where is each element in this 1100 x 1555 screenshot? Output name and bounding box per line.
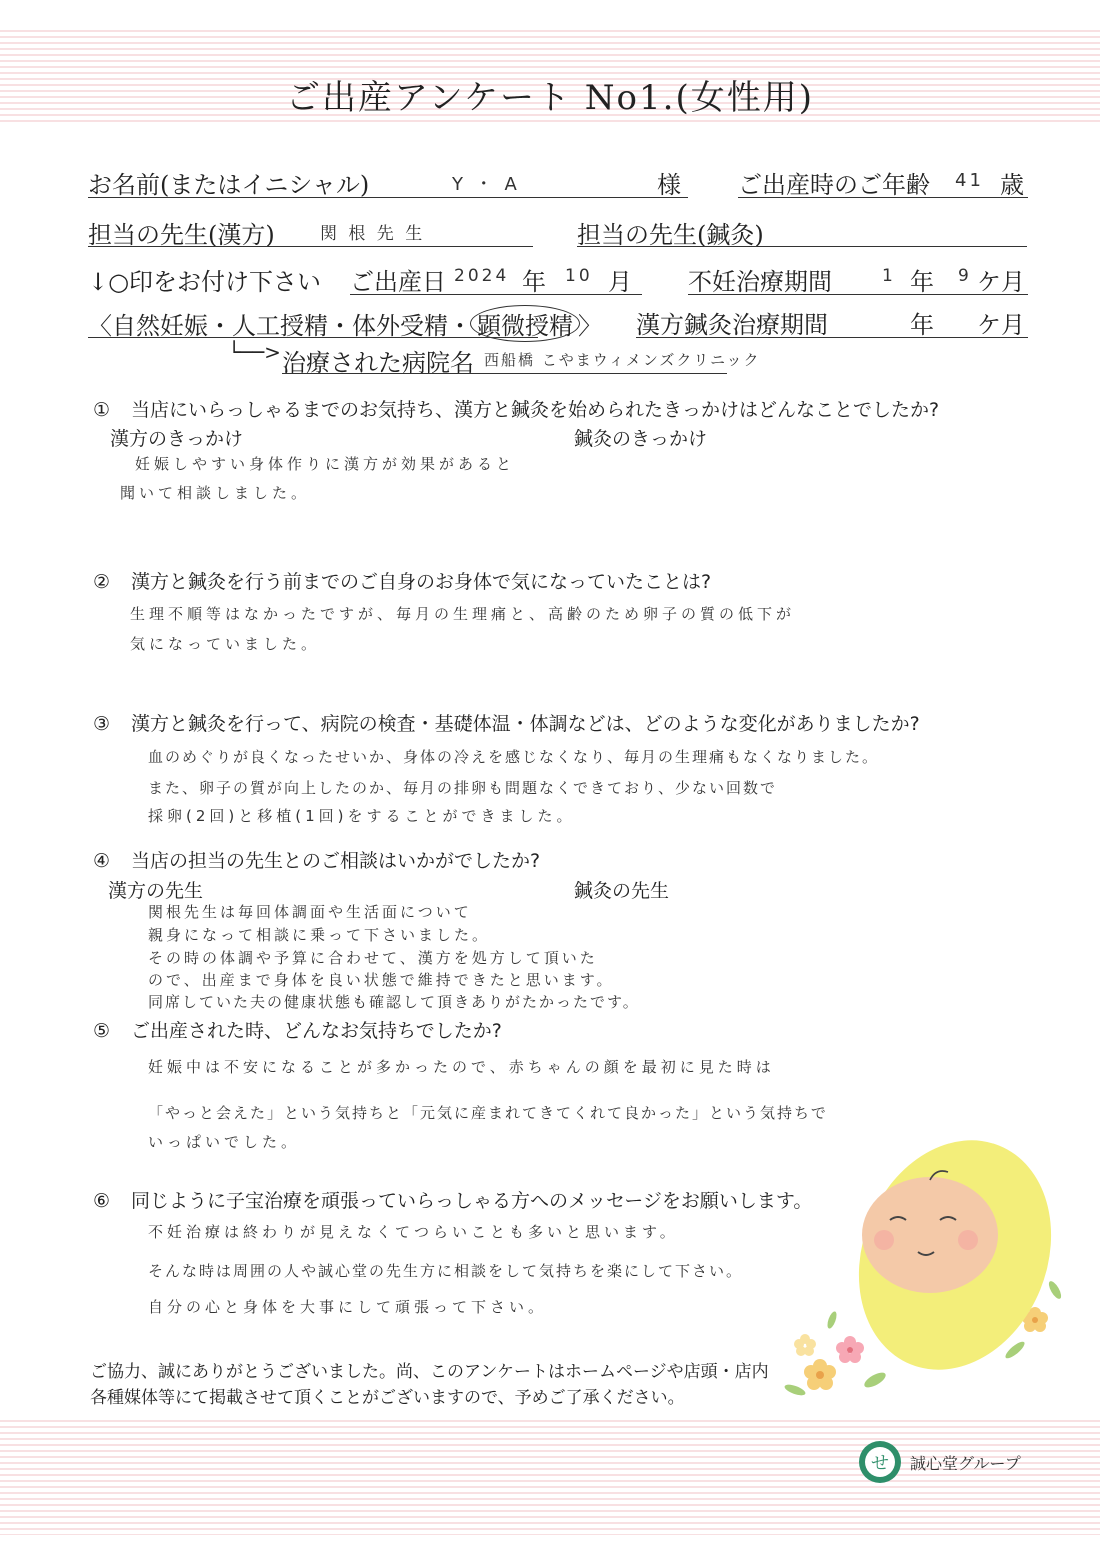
q2-answer-line-2: 気になっていました。 xyxy=(130,635,321,653)
kampo-year-unit: 年 xyxy=(910,311,934,339)
bracket-close: 〉 xyxy=(578,312,602,340)
infertility-underline xyxy=(688,294,1028,295)
question-6: ⑥ 同じように子宝治療を頑張っていらっしゃる方へのメッセージをお願いします。 xyxy=(93,1190,813,1212)
kampo-period-underline xyxy=(636,337,1028,338)
method-sep-1: ・ xyxy=(208,312,232,340)
footer-line-1: ご協力、誠にありがとうございました。尚、このアンケートはホームページや店頭・店内 xyxy=(90,1362,769,1382)
logo-text: 誠心堂グループ xyxy=(910,1453,1021,1473)
q4-answer-line-5: 同席していた夫の健康状態も確認して頂きありがたかったです。 xyxy=(148,993,640,1011)
question-4: ④ 当店の担当の先生とのご相談はいかがでしたか? xyxy=(93,850,541,872)
method-sep-3: ・ xyxy=(448,312,472,340)
birth-date-label: ご出産日 xyxy=(350,268,446,296)
q4-answer-line-4: ので、出産まで身体を良い状態で維持できたと思います。 xyxy=(148,971,615,989)
q4-answer-line-3: その時の体調や予算に合わせて、漢方を処方して頂いた xyxy=(148,949,598,967)
infertility-months-value[interactable]: 9 xyxy=(958,266,972,286)
infertility-period-label: 不妊治療期間 xyxy=(688,268,832,296)
age-value[interactable]: 41 xyxy=(955,170,984,191)
method-natural[interactable]: 自然妊娠 xyxy=(112,312,208,340)
q6-answer-line-1: 不妊治療は終わりが見えなくてつらいことも多いと思います。 xyxy=(148,1223,679,1241)
q3-answer-line-1: 血のめぐりが良くなったせいか、身体の冷えを感じなくなり、毎月の生理痛もなくなりました。 xyxy=(148,748,880,766)
methods-underline xyxy=(88,337,538,338)
birth-month-unit: 月 xyxy=(608,268,632,296)
q4-answer-line-2: 親身になって相談に乗って下さいました。 xyxy=(148,926,491,944)
infertility-month-unit: ケ月 xyxy=(977,268,1025,296)
q3-answer-line-3: 採卵(2回)と移植(1回)をすることができました。 xyxy=(148,807,576,825)
method-icsi-circled[interactable]: 顕微授精 xyxy=(470,305,580,342)
name-value[interactable]: Y ・ A xyxy=(452,174,520,195)
footer-line-2: 各種媒体等にて掲載させて頂くことがございますので、予めご了承ください。 xyxy=(90,1388,685,1408)
page-title: ご出産アンケート No1.(女性用) xyxy=(286,78,814,118)
kampo-month-unit: ケ月 xyxy=(977,311,1025,339)
age-label: ご出産時のご年齢 xyxy=(738,171,930,199)
q6-answer-line-2: そんな時は周囲の人や誠心堂の先生方に相談をして気持ちを楽にして下さい。 xyxy=(148,1262,744,1280)
brand-logo xyxy=(858,1440,1021,1484)
kampo-teacher-label: 担当の先生(漢方) xyxy=(88,221,275,249)
infertility-years-value[interactable]: 1 xyxy=(882,266,896,286)
q1-acu-subhead: 鍼灸のきっかけ xyxy=(574,428,708,450)
q4-acu-subhead: 鍼灸の先生 xyxy=(574,880,670,902)
question-3: ③ 漢方と鍼灸を行って、病院の検査・基礎体温・体調などは、どのような変化がありましたか? xyxy=(93,713,920,735)
q1-kampo-subhead: 漢方のきっかけ xyxy=(110,428,244,450)
svg-text:せ: せ xyxy=(871,1453,889,1474)
q1-answer-line-2: 聞いて相談しました。 xyxy=(120,484,311,502)
question-2: ② 漢方と鍼灸を行う前までのご自身のお身体で気になっていたことは? xyxy=(93,571,712,593)
hospital-label: 治療された病院名 xyxy=(282,349,474,377)
baby-illustration xyxy=(780,1140,1080,1410)
age-underline xyxy=(738,197,1028,198)
question-1: ① 当店にいらっしゃるまでのお気持ち、漢方と鍼灸を始められたきっかけはどんなことでしたか? xyxy=(93,399,940,421)
birth-date-underline xyxy=(350,294,642,295)
circle-instruction: ↓○印をお付け下さい xyxy=(88,268,322,296)
acu-teacher-underline xyxy=(577,246,1027,247)
method-sep-2: ・ xyxy=(328,312,352,340)
birth-year-unit: 年 xyxy=(522,268,546,296)
q5-answer-line-1: 妊娠中は不安になることが多かったので、赤ちゃんの顔を最初に見た時は xyxy=(148,1058,775,1076)
age-unit: 歳 xyxy=(1000,171,1024,199)
q4-kampo-subhead: 漢方の先生 xyxy=(108,880,204,902)
kampo-teacher-value[interactable]: 関 根 先 生 xyxy=(320,224,426,244)
birth-year-value[interactable]: 2024 xyxy=(454,266,510,286)
name-label: お名前(またはイニシャル) xyxy=(88,171,370,199)
kampo-period-label: 漢方鍼灸治療期間 xyxy=(636,311,828,339)
question-5: ⑤ ご出産された時、どんなお気持ちでしたか? xyxy=(93,1020,502,1042)
method-iui[interactable]: 人工授精 xyxy=(232,312,328,340)
q2-answer-line-1: 生理不順等はなかったですが、毎月の生理痛と、高齢のため卵子の質の低下が xyxy=(130,605,796,623)
q3-answer-line-2: また、卵子の質が向上したのか、毎月の排卵も問題なくできており、少ない回数で xyxy=(148,779,778,797)
hospital-arrow: └──> xyxy=(228,340,281,364)
method-ivf[interactable]: 体外受精 xyxy=(352,312,448,340)
q1-answer-line-1: 妊娠しやすい身体作りに漢方が効果があると xyxy=(135,455,516,473)
hospital-underline xyxy=(282,373,727,374)
honorific-label: 様 xyxy=(657,171,681,199)
seishindo-logo-icon xyxy=(858,1440,902,1484)
hospital-value[interactable]: 西船橋 こやまウィメンズクリニック xyxy=(484,351,761,369)
bracket-open: 〈 xyxy=(88,312,112,340)
q5-answer-line-2: 「やっと会えた」という気持ちと「元気に産まれてきてくれて良かった」という気持ちで xyxy=(148,1104,828,1122)
q4-answer-line-1: 関根先生は毎回体調面や生活面について xyxy=(148,903,472,921)
kampo-teacher-underline xyxy=(88,246,533,247)
q6-answer-line-3: 自分の心と身体を大事にして頑張って下さい。 xyxy=(148,1298,548,1316)
q5-answer-line-3: いっぱいでした。 xyxy=(148,1133,301,1151)
name-underline xyxy=(88,197,688,198)
acu-teacher-label: 担当の先生(鍼灸) xyxy=(577,221,764,249)
infertility-year-unit: 年 xyxy=(910,268,934,296)
birth-month-value[interactable]: 10 xyxy=(565,266,593,286)
